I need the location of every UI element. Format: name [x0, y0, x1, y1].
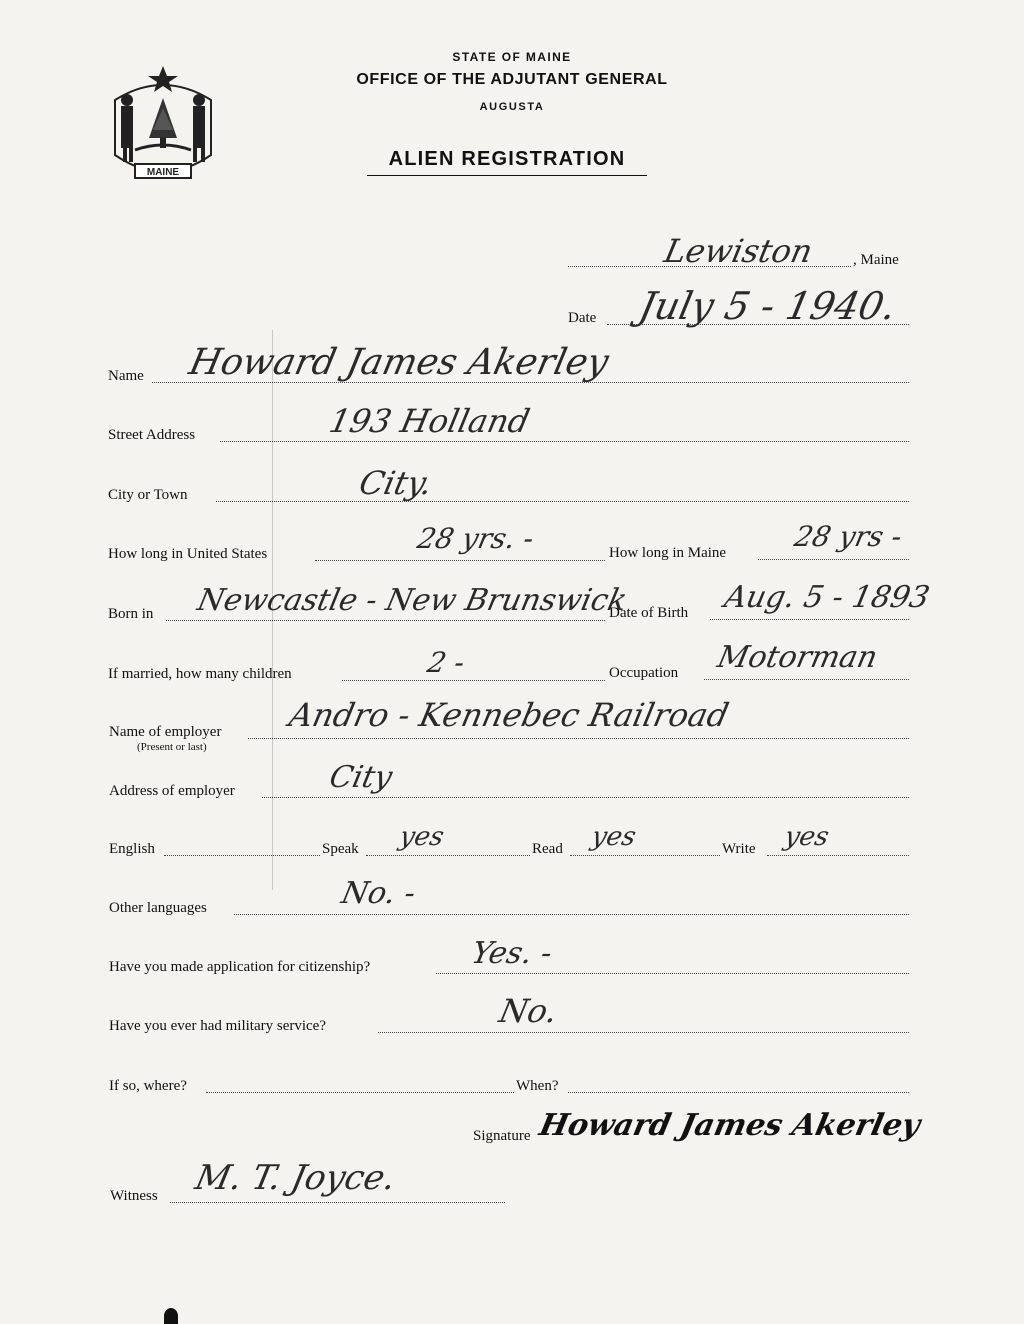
name-label: Name — [108, 368, 144, 384]
town-value[interactable]: Lewiston — [660, 232, 817, 270]
employer-address-value[interactable]: City — [326, 760, 396, 795]
employer-address-line — [262, 797, 909, 798]
us-label: How long in United States — [108, 546, 268, 562]
children-label: If married, how many children — [108, 666, 292, 682]
maine-label: , Maine — [853, 252, 899, 268]
witness-line — [170, 1202, 505, 1203]
seal-ribbon-text: MAINE — [146, 167, 180, 178]
write-label: Write — [722, 841, 756, 857]
form-title: ALIEN REGISTRATION — [367, 148, 647, 176]
dob-label: Date of Birth — [609, 605, 689, 621]
employer-line — [248, 738, 909, 739]
dob-value[interactable]: Aug. 5 - 1893 — [721, 580, 933, 615]
children-value[interactable]: 2 - — [424, 646, 468, 679]
read-label: Read — [532, 841, 563, 857]
when-label: When? — [516, 1078, 559, 1094]
where-line — [206, 1092, 514, 1093]
dob-line — [710, 619, 909, 620]
other-languages-line — [234, 914, 909, 915]
us-value[interactable]: 28 yrs. - — [414, 522, 537, 555]
when-line — [568, 1092, 909, 1093]
city-label: City or Town — [108, 487, 188, 503]
occupation-value[interactable]: Motorman — [714, 640, 881, 675]
maine-long-label: How long in Maine — [609, 545, 727, 561]
street-label: Street Address — [108, 427, 196, 443]
citizenship-label: Have you made application for citizenship? — [109, 959, 371, 975]
write-line — [767, 855, 909, 856]
citizenship-value[interactable]: Yes. - — [468, 936, 556, 971]
born-line — [166, 620, 605, 621]
maine-long-value[interactable]: 28 yrs - — [791, 520, 905, 553]
binding-mark — [164, 1308, 178, 1324]
military-label: Have you ever had military service? — [109, 1018, 326, 1034]
read-line — [570, 855, 720, 856]
header-city: AUGUSTA — [479, 101, 545, 113]
maine-long-line — [758, 559, 909, 560]
write-value[interactable]: yes — [781, 822, 832, 852]
street-value[interactable]: 193 Holland — [325, 402, 534, 440]
header-state: STATE OF MAINE — [452, 50, 572, 64]
us-line — [315, 560, 605, 561]
employer-address-label: Address of employer — [109, 783, 235, 799]
children-line — [342, 680, 605, 681]
military-value[interactable]: No. — [495, 992, 561, 1030]
other-languages-label: Other languages — [109, 900, 207, 916]
speak-label: Speak — [322, 841, 359, 857]
witness-value[interactable]: M. T. Joyce. — [191, 1158, 400, 1198]
english-label: English — [109, 841, 155, 857]
military-line — [378, 1032, 909, 1033]
employer-label: Name of employer — [109, 724, 222, 740]
speak-value[interactable]: yes — [396, 822, 447, 852]
read-value[interactable]: yes — [588, 822, 639, 852]
occupation-label: Occupation — [609, 665, 679, 681]
witness-label: Witness — [110, 1188, 158, 1204]
other-languages-value[interactable]: No. - — [338, 876, 419, 911]
born-label: Born in — [108, 606, 154, 622]
english-line — [164, 855, 320, 856]
date-value[interactable]: July 5 - 1940. — [635, 284, 901, 328]
occupation-line — [704, 679, 909, 680]
speak-line — [366, 855, 530, 856]
where-label: If so, where? — [109, 1078, 187, 1094]
city-value[interactable]: City. — [355, 464, 436, 502]
name-value[interactable]: Howard James Akerley — [185, 342, 613, 383]
header-office: OFFICE OF THE ADJUTANT GENERAL — [356, 71, 668, 88]
signature-label: Signature — [473, 1128, 531, 1144]
born-value[interactable]: Newcastle - New Brunswick — [194, 583, 631, 618]
street-line — [220, 441, 909, 442]
employer-note: (Present or last) — [137, 741, 207, 753]
employer-value[interactable]: Andro - Kennebec Railroad — [285, 696, 733, 734]
date-label: Date — [568, 310, 597, 326]
signature-value[interactable]: Howard James Akerley — [536, 1108, 924, 1143]
citizenship-line — [436, 973, 909, 974]
city-line — [216, 501, 909, 502]
